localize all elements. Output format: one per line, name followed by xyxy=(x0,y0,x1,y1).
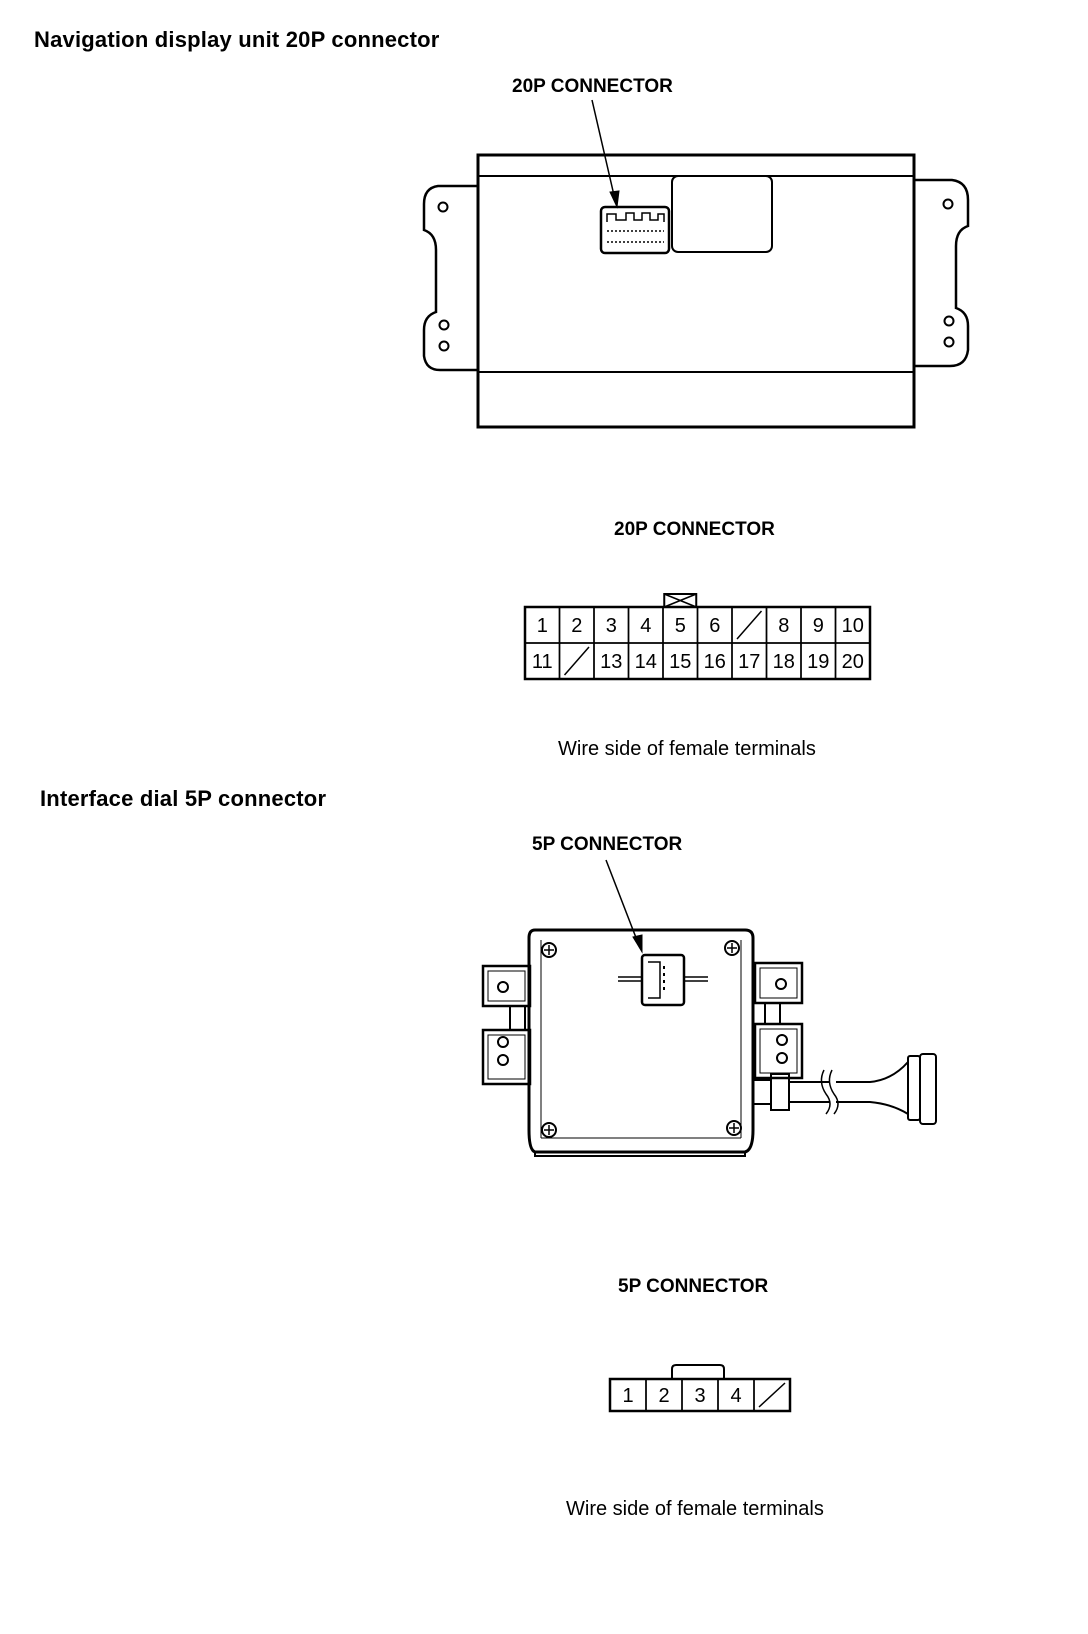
nav-20p-connector-title: 20P CONNECTOR xyxy=(614,519,775,540)
nav-20p-terminal-number: 11 xyxy=(531,651,553,673)
dial-5p-terminal-number: 1 xyxy=(622,1385,634,1407)
nav-20p-caption: Wire side of female terminals xyxy=(558,738,816,760)
nav-20p-terminal-number: 5 xyxy=(674,615,686,637)
dial-drawing xyxy=(483,860,936,1156)
dial-5p-lock-tab xyxy=(672,1365,724,1379)
dial-5p-terminal-number: 2 xyxy=(658,1385,670,1407)
nav-20p-terminal-number: 16 xyxy=(703,651,726,673)
nav-20p-terminal-number: 19 xyxy=(807,651,830,673)
nav-20p-unused-slash xyxy=(565,647,590,675)
nav-20p-terminal-grid xyxy=(525,594,870,679)
nav-unit-callout-label: 20P CONNECTOR xyxy=(512,76,673,97)
nav-unit-heading: Navigation display unit 20P connector xyxy=(34,27,440,52)
nav-20p-terminal-number: 13 xyxy=(600,651,623,673)
nav-20p-terminal-number: 20 xyxy=(841,651,864,673)
nav-20p-terminal-number: 14 xyxy=(634,651,657,673)
nav-20p-terminal-number: 9 xyxy=(812,615,824,637)
nav-20p-terminal-number: 4 xyxy=(640,615,652,637)
dial-5p-connector-title: 5P CONNECTOR xyxy=(618,1276,769,1297)
dial-heading: Interface dial 5P connector xyxy=(40,786,327,811)
dial-callout-label: 5P CONNECTOR xyxy=(532,834,683,855)
dial-5p-unused-slash xyxy=(759,1383,785,1407)
nav-20p-terminal-number: 15 xyxy=(669,651,692,673)
dial-5p-terminal-number: 4 xyxy=(730,1385,742,1407)
nav-20p-terminal-number: 1 xyxy=(536,615,548,637)
nav-20p-terminal-number: 2 xyxy=(571,615,583,637)
nav-20p-terminal-number: 6 xyxy=(709,615,721,637)
nav-20p-terminal-number: 18 xyxy=(772,651,795,673)
nav-20p-terminal-number: 3 xyxy=(605,615,617,637)
nav-20p-terminal-number: 10 xyxy=(841,615,864,637)
nav-unit-drawing xyxy=(424,100,968,427)
nav-20p-terminal-number: 17 xyxy=(738,651,761,673)
dial-5p-terminal-grid xyxy=(610,1365,790,1411)
dial-5p-terminal-number: 3 xyxy=(694,1385,706,1407)
nav-20p-lock-tab-cross xyxy=(664,594,696,607)
nav-20p-unused-slash xyxy=(737,611,762,639)
nav-20p-terminal-number: 8 xyxy=(778,615,790,637)
dial-5p-caption: Wire side of female terminals xyxy=(566,1498,824,1520)
